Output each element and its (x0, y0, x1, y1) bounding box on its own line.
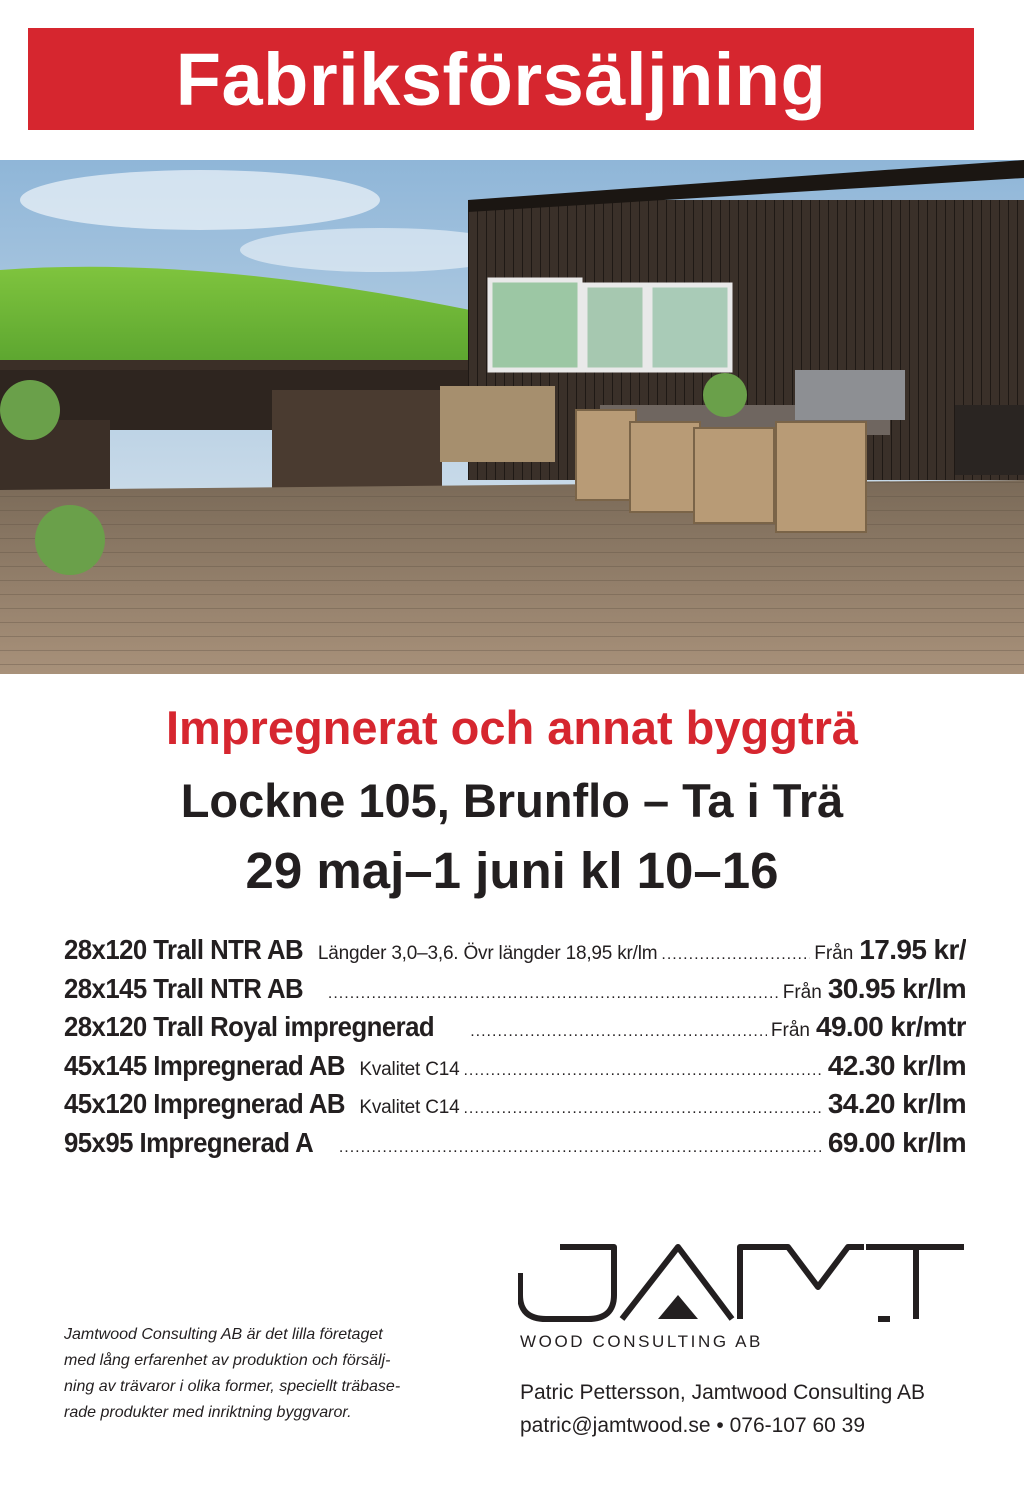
price-row-price: 49.00 kr/mtr (815, 1011, 966, 1042)
about-line: Jamtwood Consulting AB är det lilla företaget (64, 1326, 383, 1343)
price-row-from: Från (814, 943, 854, 964)
leader-dots (328, 985, 779, 1003)
price-row (64, 934, 966, 973)
logo-subtitle: WOOD CONSULTING AB (520, 1332, 763, 1351)
price-row-note: Kvalitet C14 (359, 1097, 460, 1118)
header-banner (28, 28, 974, 130)
price-row-price: 17.95 kr/ (859, 934, 966, 965)
leader-dots (463, 1062, 823, 1080)
leader-dots (470, 1023, 767, 1041)
price-row-name: 95x95 Impregnerad A (64, 1126, 314, 1158)
leader-dots (661, 946, 810, 964)
price-row-name: 45x120 Impregnerad AB (64, 1088, 345, 1119)
hero-photo (0, 160, 1024, 674)
price-list (64, 934, 966, 1165)
leader-dots (339, 1139, 824, 1157)
price-row (64, 973, 966, 1012)
price-row (64, 1011, 966, 1050)
leader-dots (463, 1100, 823, 1118)
price-row-from: Från (770, 1020, 810, 1041)
about-text (64, 1322, 484, 1426)
product-headline: Impregnerat och annat byggträ (165, 701, 859, 754)
contact-name: Patric Pettersson, Jamtwood Consulting AB (520, 1381, 926, 1404)
about-line: ning av trävaror i olika former, speciellt träbase- (64, 1378, 401, 1395)
contact-block (520, 1376, 925, 1442)
price-row (64, 1050, 966, 1089)
about-line: med lång erfarenhet av produktion och försälj- (64, 1352, 391, 1369)
page-title: Fabriksförsäljning (175, 37, 827, 121)
address-headline: Lockne 105, Brunflo – Ta i Trä (180, 774, 844, 827)
about-line: rade produkter med inriktning byggvaror. (64, 1404, 352, 1421)
price-row-price: 34.20 kr/lm (827, 1088, 966, 1119)
price-row-name: 28x120 Trall Royal impregnerad (64, 1011, 435, 1042)
price-row (64, 1127, 966, 1166)
price-row-price: 69.00 kr/lm (827, 1126, 966, 1158)
price-row-note: Längder 3,0–3,6. Övr längder 18,95 kr/lm (317, 943, 658, 964)
date-headline: 29 maj–1 juni kl 10–16 (245, 842, 779, 899)
price-row-from: Från (782, 981, 822, 1003)
contact-details: patric@jamtwood.se • 076-107 60 39 (520, 1414, 866, 1437)
price-row (64, 1088, 966, 1127)
price-row-price: 30.95 kr/lm (827, 972, 966, 1004)
price-row-price: 42.30 kr/lm (827, 1049, 966, 1081)
price-row-name: 28x120 Trall NTR AB (64, 934, 304, 965)
price-row-name: 45x145 Impregnerad AB (64, 1049, 345, 1081)
price-row-name: 28x145 Trall NTR AB (64, 972, 304, 1004)
price-row-note: Kvalitet C14 (359, 1058, 460, 1080)
